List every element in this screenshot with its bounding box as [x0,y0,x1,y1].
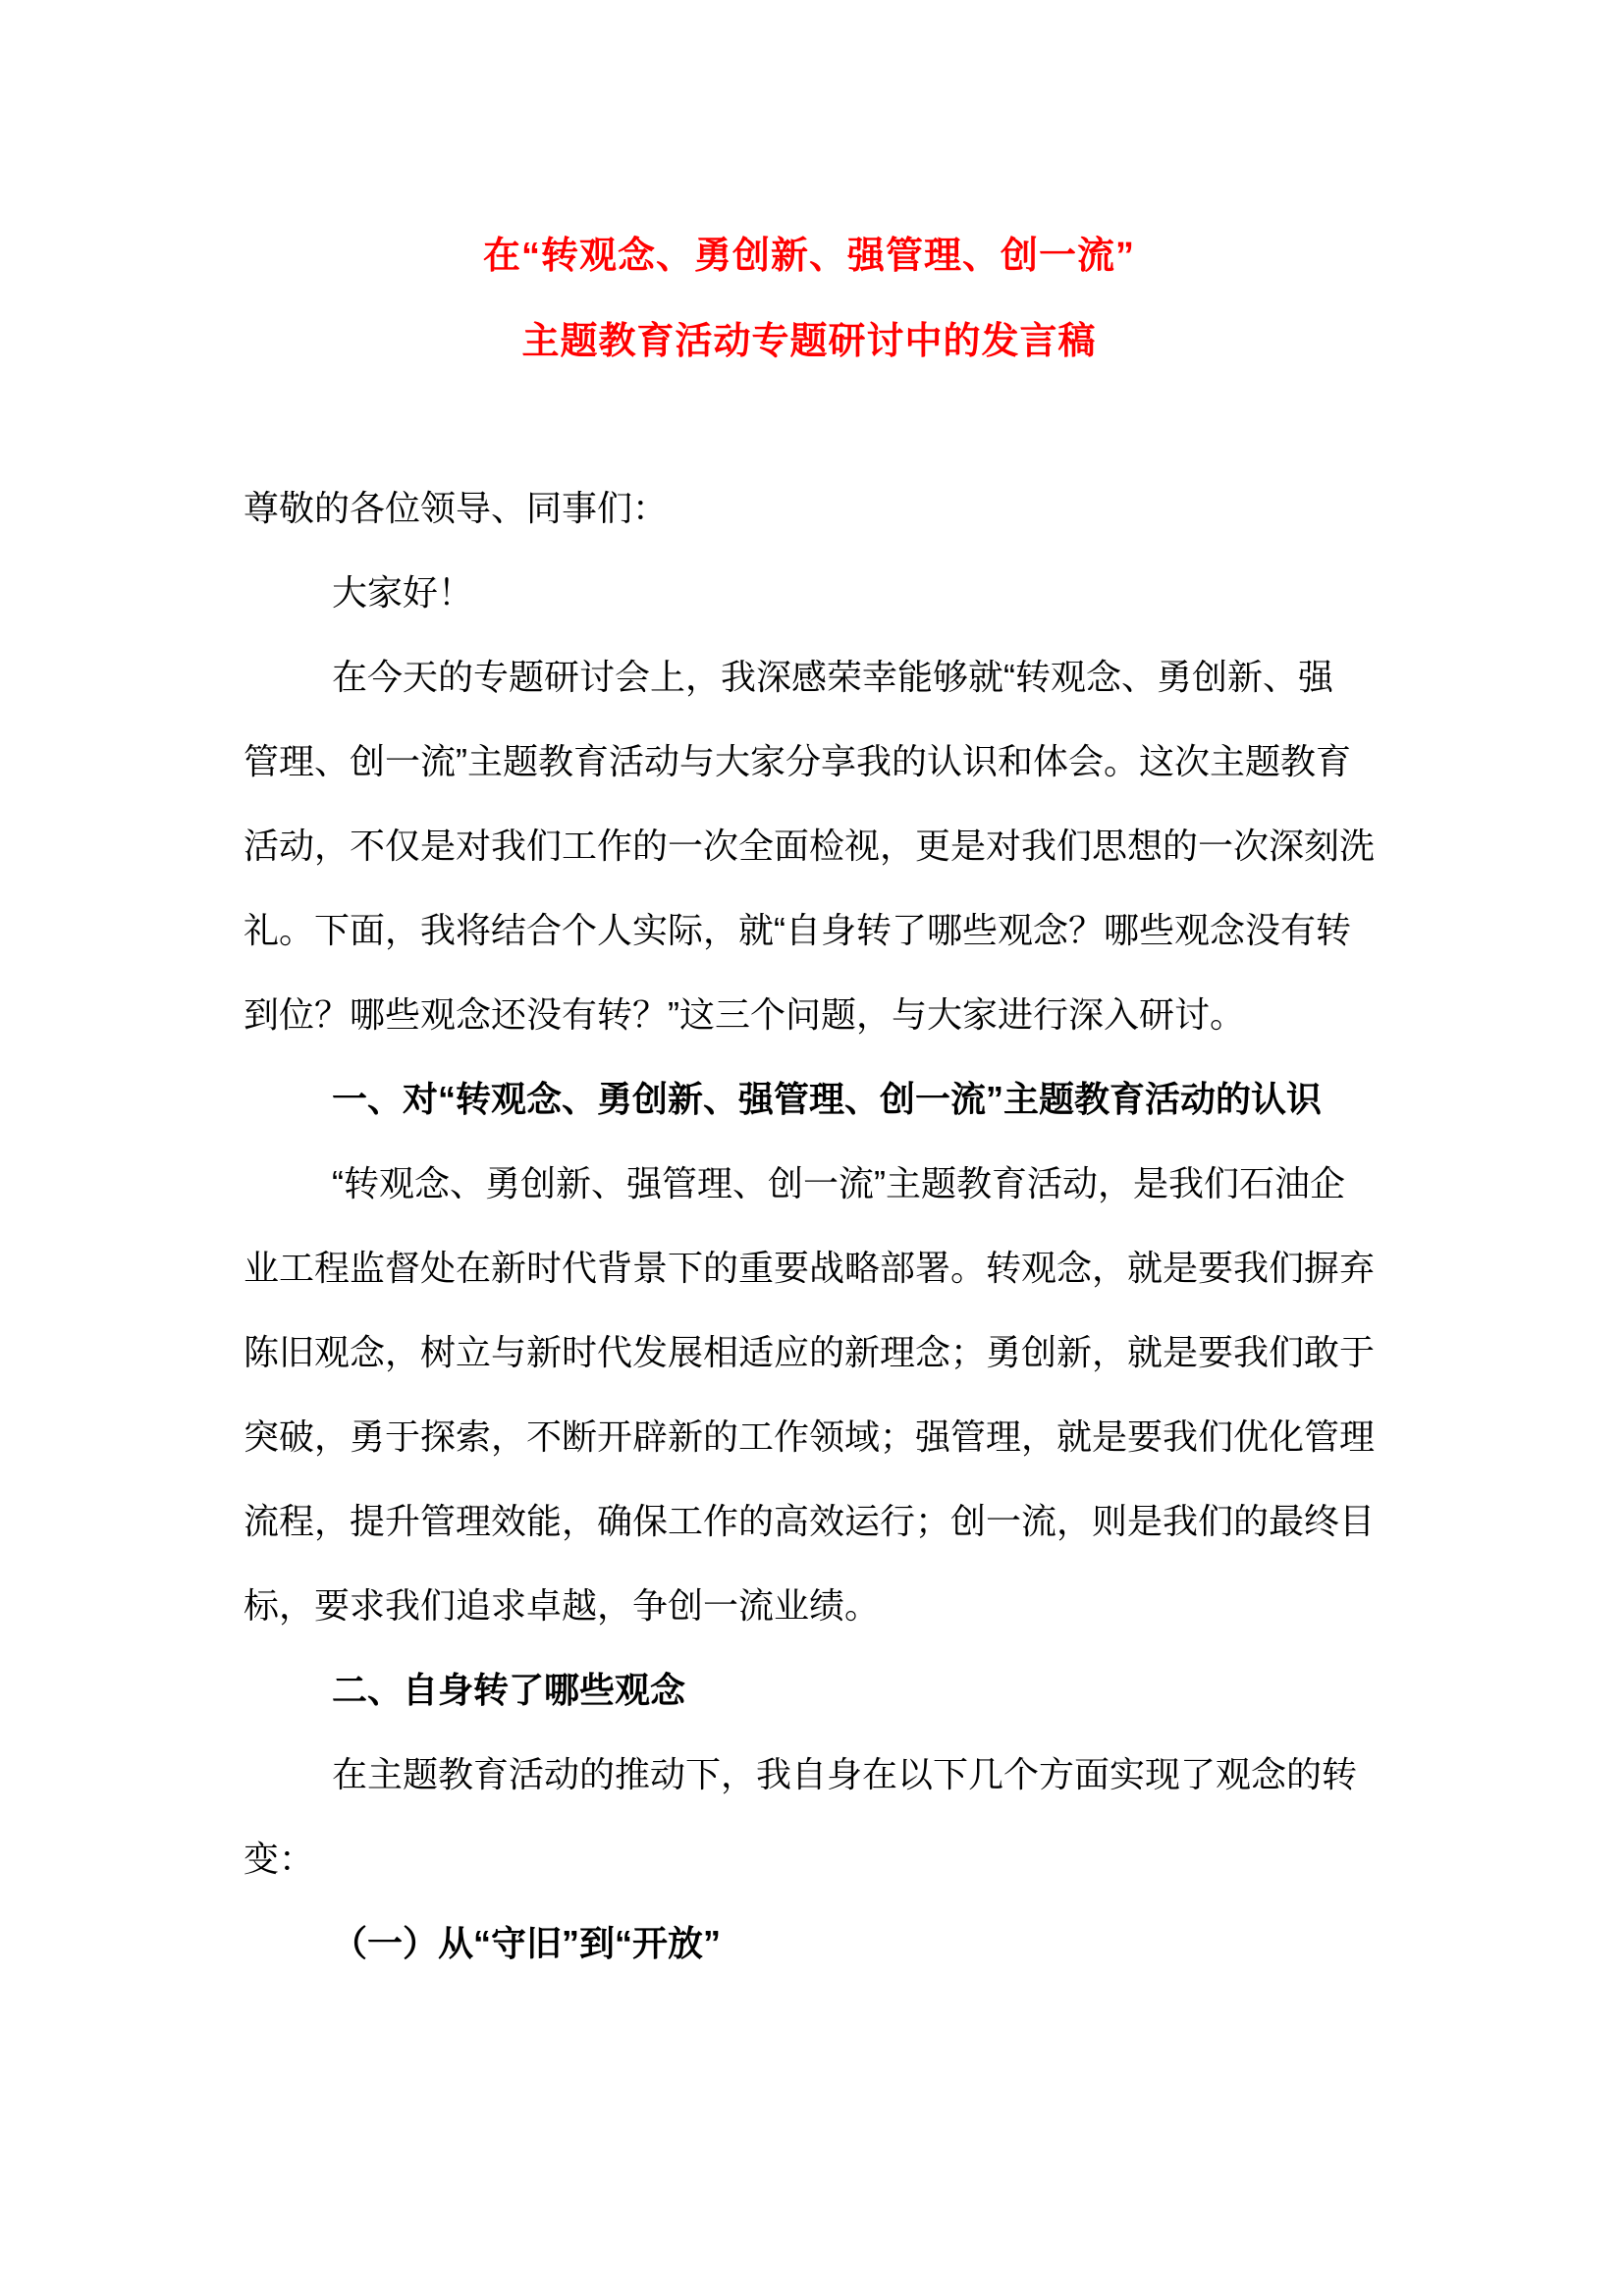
text-line: 礼。下面，我将结合个人实际，就“自身转了哪些观念？哪些观念没有转 [244,910,1351,950]
text-line: 到位？哪些观念还没有转？”这三个问题，与大家进行深入研讨。 [244,994,1245,1035]
document-title [244,214,1375,385]
text-line: 大家好！ [332,572,474,613]
document-content [244,214,1375,1986]
text-line: “转观念、勇创新、强管理、创一流”主题教育活动，是我们石油企 [332,1163,1345,1203]
document-title-line-2: 主题教育活动专题研讨中的发言稿 [521,321,1097,362]
section-heading: （一）从“守旧”到“开放” [332,1923,722,1963]
text-line: 活动，不仅是对我们工作的一次全面检视，更是对我们思想的一次深刻洗 [244,826,1376,866]
text-line: 标，要求我们追求卓越，争创一流业绩。 [244,1585,881,1626]
text-line: 陈旧观念，树立与新时代发展相适应的新理念；勇创新，就是要我们敢于 [244,1332,1376,1372]
text-line: 在主题教育活动的推动下，我自身在以下几个方面实现了观念的转 [332,1754,1358,1794]
document-body [244,466,1375,1986]
text-line: 尊敬的各位领导、同事们： [244,488,669,528]
document-title-line-1: 在“转观念、勇创新、强管理、创一流” [482,236,1135,277]
text-line: 变： [244,1839,315,1879]
text-line: 业工程监督处在新时代背景下的重要战略部署。转观念，就是要我们摒弃 [244,1248,1376,1288]
text-line: 突破，勇于探索，不断开辟新的工作领域；强管理，就是要我们优化管理 [244,1416,1376,1457]
title-body-gap [244,385,1375,466]
section-heading: 一、对“转观念、勇创新、强管理、创一流”主题教育活动的认识 [332,1079,1323,1119]
text-line: 流程，提升管理效能，确保工作的高效运行；创一流，则是我们的最终目 [244,1501,1376,1541]
text-line: 管理、创一流”主题教育活动与大家分享我的认识和体会。这次主题教育 [244,741,1351,781]
section-heading: 二、自身转了哪些观念 [332,1670,686,1710]
text-line: 在今天的专题研讨会上，我深感荣幸能够就“转观念、勇创新、强 [332,657,1333,697]
